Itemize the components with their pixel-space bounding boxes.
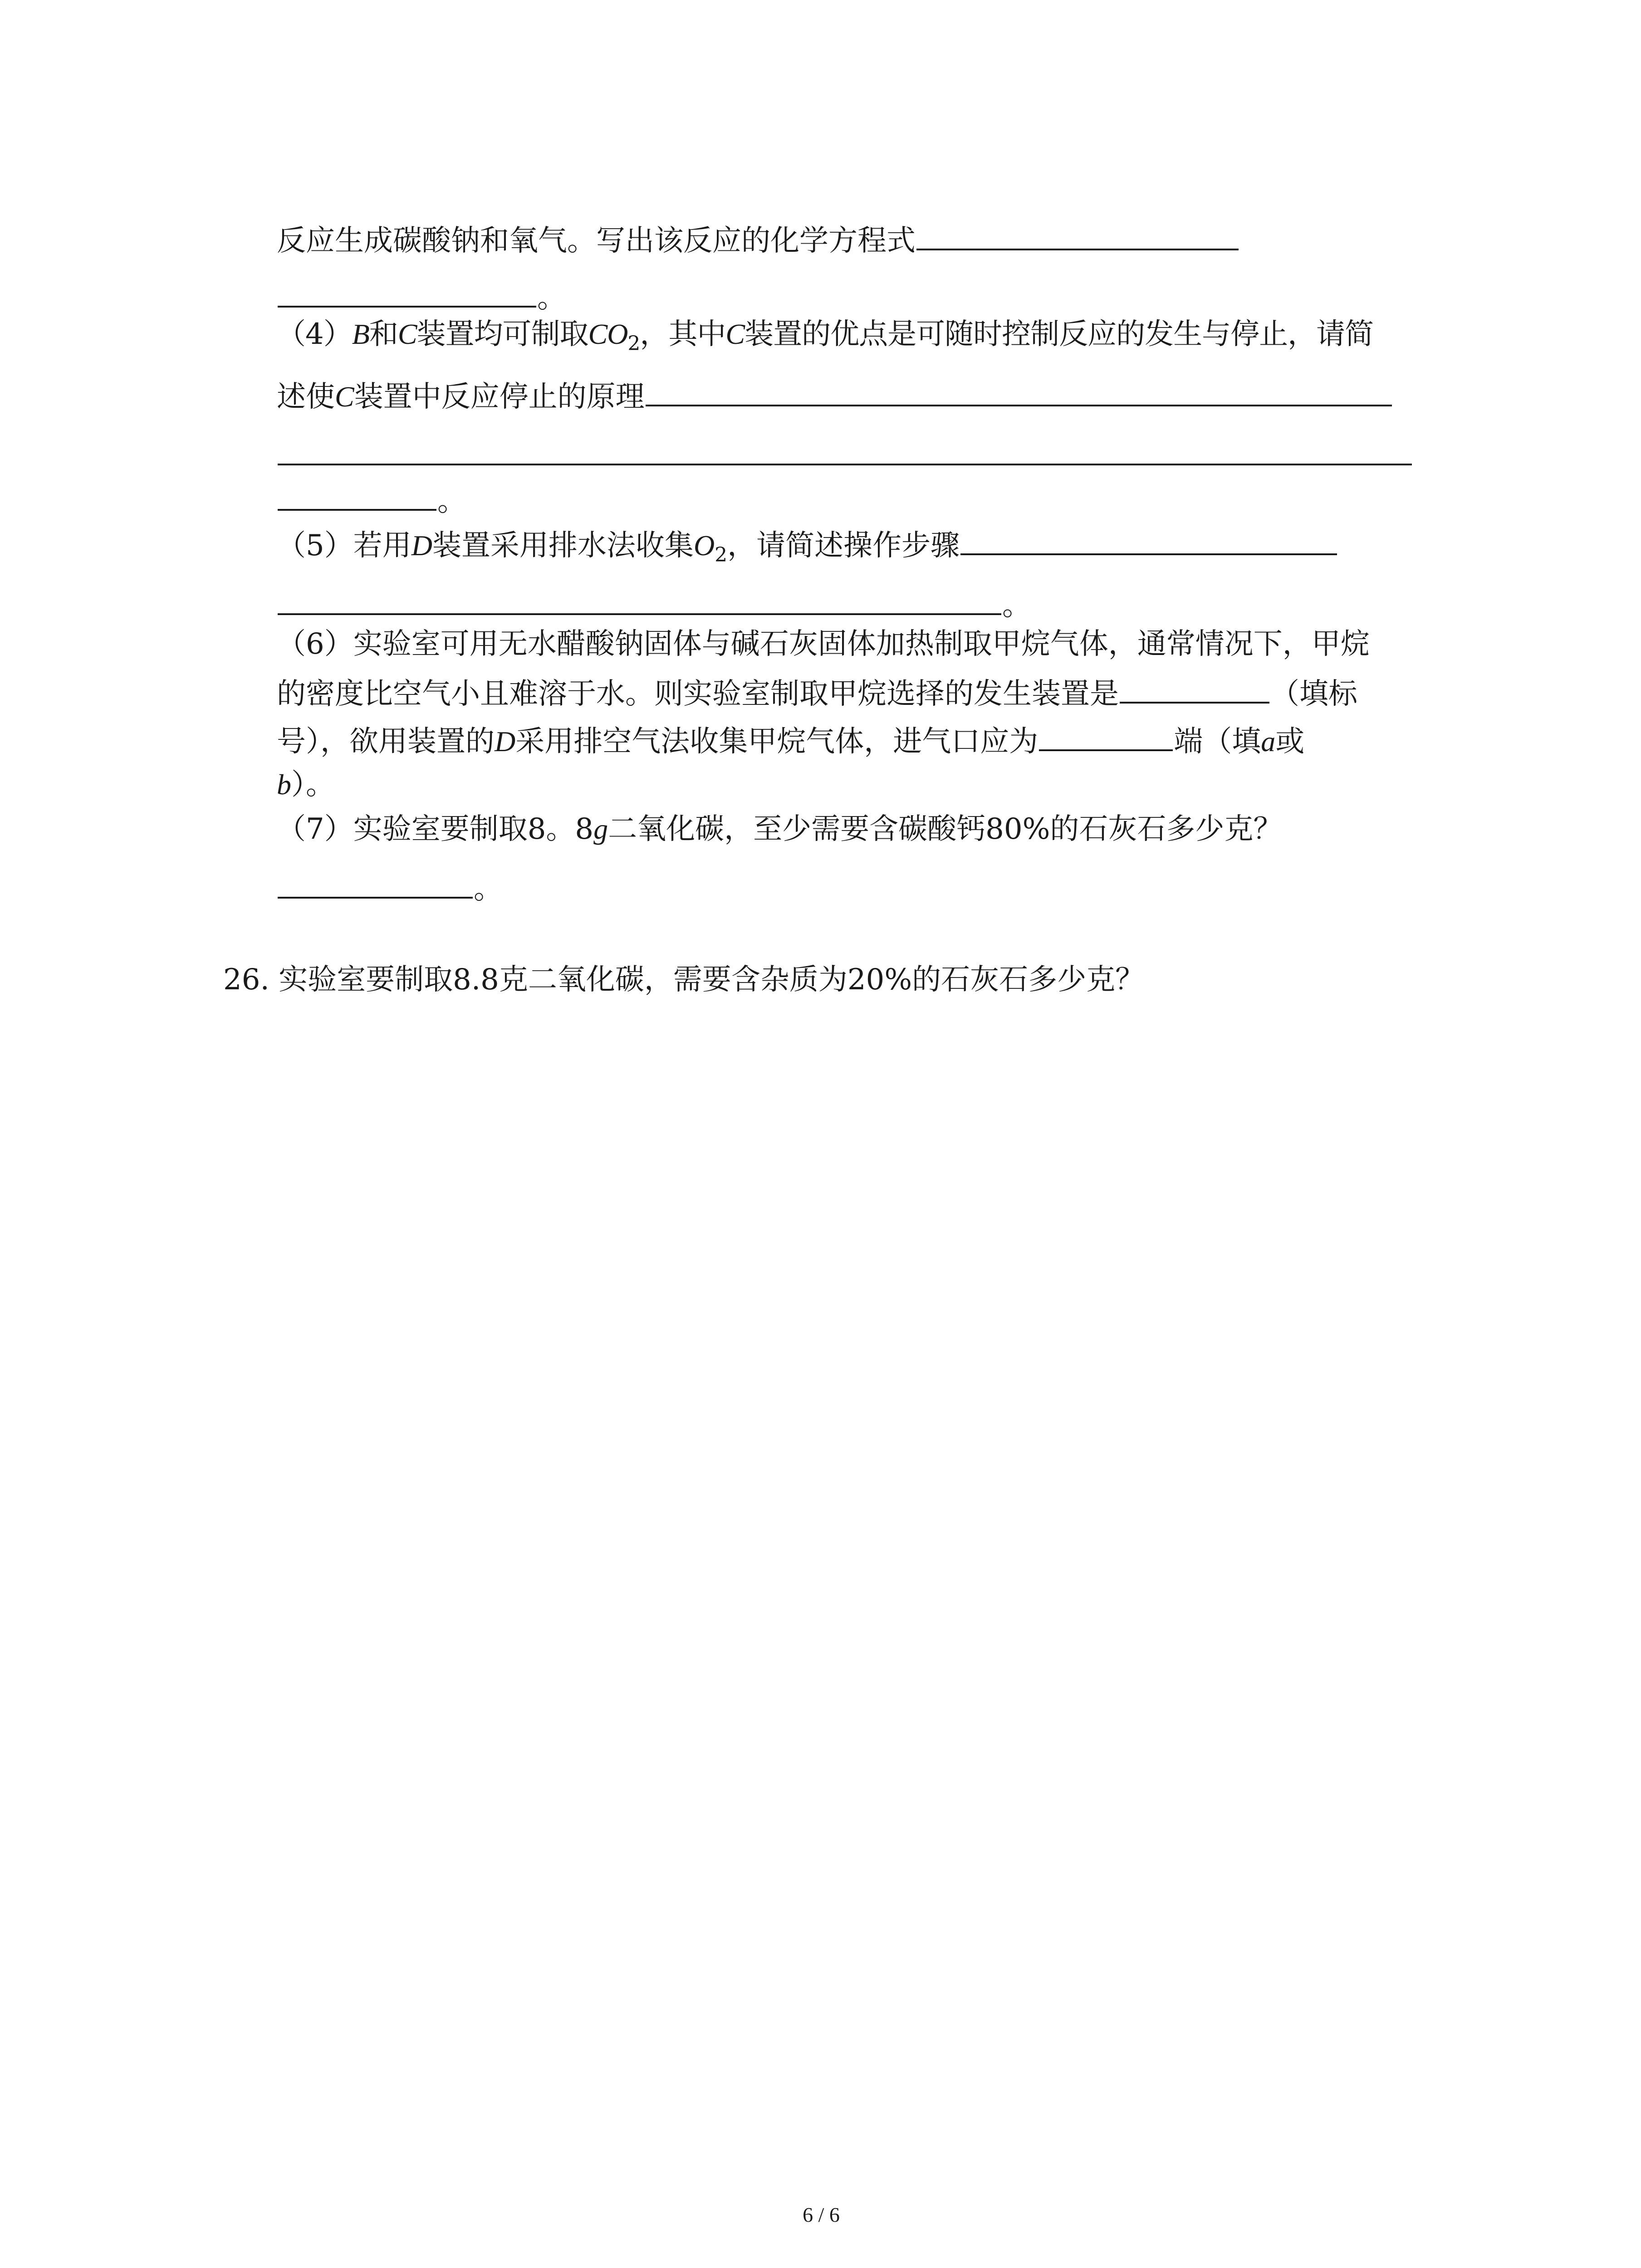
question-text: 实验室要制取8.8克二氧化碳，需要含杂质为20%的石灰石多少克？ — [279, 963, 1145, 997]
answer-blank[interactable] — [1039, 721, 1173, 751]
answer-blank[interactable] — [278, 585, 1001, 615]
answer-blank[interactable] — [646, 376, 1392, 406]
answer-blank[interactable] — [278, 278, 536, 308]
question-26 — [223, 962, 1144, 998]
question-4-line-2: 述使C装置中反应停止的原理 — [277, 376, 1393, 415]
question-7-line-2: 。 — [277, 869, 503, 907]
question-5-line-2: 。 — [277, 585, 1031, 624]
question-5-line-1: （5）若用D装置采用排水法收集$O_2$，请简述操作步骤 — [277, 525, 1338, 573]
page-number: 6 / 6 — [803, 2203, 840, 2226]
question-6-line-1: （6）实验室可用无水醋酸钠固体与碱石灰固体加热制取甲烷气体，通常情况下，甲烷 — [277, 627, 1370, 661]
question-4-line-4: 。 — [277, 481, 466, 519]
continuation-line-2: 。 — [277, 278, 566, 316]
answer-blank[interactable] — [960, 525, 1337, 555]
question-6-line-2: 的密度比空气小且难溶于水。则实验室制取甲烷选择的发生装置是 （填标 — [277, 674, 1357, 712]
question-4-line-3 — [277, 435, 1413, 474]
answer-blank[interactable] — [278, 481, 436, 511]
answer-blank[interactable] — [1120, 674, 1269, 704]
question-7-line-1: （7）实验室要制取8。8g二氧化碳，至少需要含碳酸钙80%的石灰石多少克？ — [277, 812, 1283, 846]
question-6-line-4: b）。 — [277, 768, 335, 802]
continuation-line-1: 反应生成碳酸钠和氧气。写出该反应的化学方程式 — [277, 220, 1239, 259]
question-number: 26. — [223, 963, 269, 997]
question-4-line-1: （4）B和C装置均可制取$CO_2$，其中C装置的优点是可随时控制反应的发生与停止，请简 — [277, 318, 1374, 355]
answer-blank[interactable] — [278, 869, 473, 899]
question-6-line-3: 号），欲用装置的D采用排空气法收集甲烷气体，进气口应为 端（填a或 — [277, 721, 1304, 760]
answer-blank[interactable] — [916, 220, 1239, 250]
answer-blank[interactable] — [278, 435, 1412, 465]
